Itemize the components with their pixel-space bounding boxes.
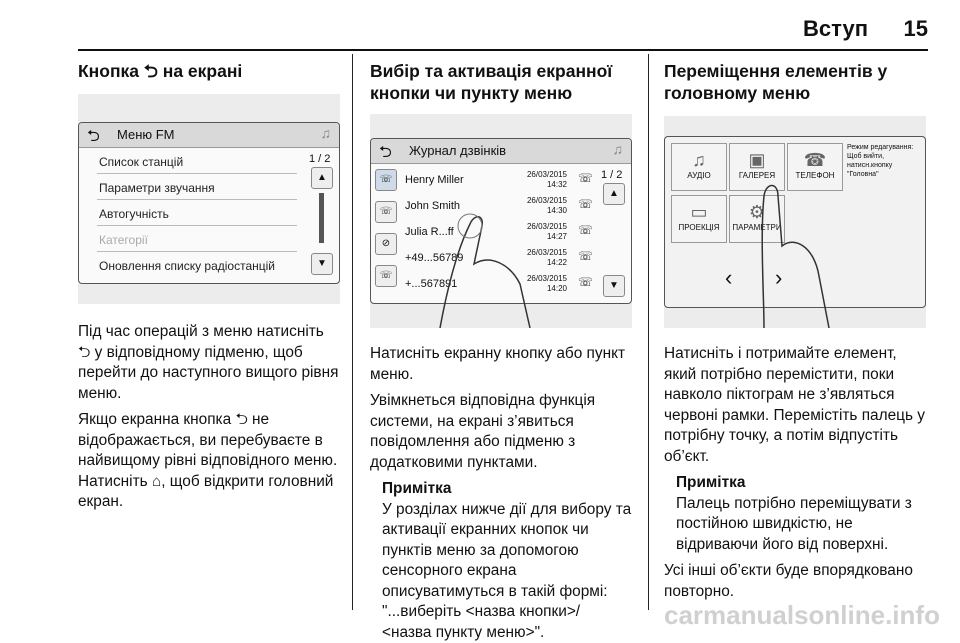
- paragraph: Увімкнеться відповідна функція системи, на екрані з’явиться повідомлення або підменю з додатковими пунктами.: [370, 391, 632, 473]
- title-bar: [79, 123, 339, 148]
- scroll-up-button[interactable]: ▲: [311, 167, 333, 189]
- audio-icon: ♫: [672, 150, 726, 171]
- screen-title: Журнал дзвінків: [409, 143, 506, 158]
- call-time: 14:22: [547, 258, 567, 267]
- call-icon[interactable]: ☏: [578, 171, 593, 185]
- section-heading: Кнопка ⮌ на екрані: [78, 60, 340, 82]
- chevron-left-icon[interactable]: ‹: [725, 265, 732, 291]
- home-tile[interactable]: ☎ ТЕЛЕФОН: [787, 143, 843, 191]
- column-2-text: [370, 344, 632, 643]
- contact-name: +...567891: [405, 278, 457, 290]
- call-icon[interactable]: ☏: [578, 275, 593, 289]
- column-back-button: [78, 60, 340, 82]
- call-date: 26/03/2015: [527, 222, 567, 231]
- paragraph: Натисніть екранну кнопку або пункт меню.: [370, 344, 632, 385]
- incoming-calls-icon[interactable]: ☏: [375, 201, 397, 223]
- call-time: 14:27: [547, 232, 567, 241]
- header-rule: [78, 49, 928, 51]
- note-title: Примітка: [676, 473, 926, 494]
- paragraph: Натисніть і потримайте елемент, який потрібно перемістити, поки навколо піктограм не з’являться червоні рамки. Перемістіть палець у потрібну точку, а потім відпустіть об’єкт.: [664, 344, 926, 467]
- scroll-up-button[interactable]: ▲: [603, 183, 625, 205]
- screen-title: Меню FM: [117, 127, 175, 142]
- music-icon: ♫: [613, 141, 624, 157]
- menu-item[interactable]: Оновлення списку радіостанцій: [99, 259, 275, 273]
- menu-item[interactable]: Параметри звучання: [99, 181, 215, 195]
- call-time: 14:30: [547, 206, 567, 215]
- call-date: 26/03/2015: [527, 274, 567, 283]
- home-tile[interactable]: ▭ ПРОЕКЦІЯ: [671, 195, 727, 243]
- page-header: [0, 0, 960, 48]
- menu-item[interactable]: Список станцій: [99, 155, 183, 169]
- menu-separator: [97, 225, 297, 226]
- call-date: 26/03/2015: [527, 196, 567, 205]
- note: [664, 473, 926, 555]
- section-heading: Вибір та активація екранної кнопки чи пункту меню: [370, 60, 632, 104]
- column-divider: [648, 54, 649, 610]
- menu-separator: [97, 199, 297, 200]
- menu-item[interactable]: Категорії: [99, 233, 148, 247]
- note-title: Примітка: [382, 479, 632, 500]
- projection-icon: ▭: [672, 202, 726, 223]
- page-number: 15: [904, 16, 928, 42]
- page-title: Вступ: [803, 16, 868, 42]
- call-icon[interactable]: ☏: [578, 223, 593, 237]
- call-date: 26/03/2015: [527, 248, 567, 257]
- edit-mode-hint: Режим редагування: Щоб вийти, натисн.кнопку "Головна": [847, 143, 921, 179]
- phone-icon: ☎: [788, 150, 842, 171]
- call-date: 26/03/2015: [527, 170, 567, 179]
- call-icon[interactable]: ☏: [578, 249, 593, 263]
- call-time: 14:32: [547, 180, 567, 189]
- music-icon: ♫: [321, 125, 332, 141]
- note-body: Палець потрібно переміщувати з постійною швидкістю, не відриваючи його від поверхні.: [676, 494, 926, 556]
- scroll-down-button[interactable]: ▼: [311, 253, 333, 275]
- finger-illustration: [370, 114, 632, 328]
- call-time: 14:20: [547, 284, 567, 293]
- contact-name: John Smith: [405, 200, 460, 212]
- screen-fm-menu: [78, 122, 340, 284]
- all-calls-icon[interactable]: ☏: [375, 169, 397, 191]
- gallery-icon: ▣: [730, 150, 784, 171]
- home-tile[interactable]: ♫ АУДІО: [671, 143, 727, 191]
- missed-calls-icon[interactable]: ⊘: [375, 233, 397, 255]
- paragraph: Під час операцій з меню натисніть ⮌ у відповідному підменю, щоб перейти до наступного вищого рівня меню.: [78, 322, 340, 404]
- contact-name: Julia R...ff: [405, 226, 454, 238]
- chevron-right-icon[interactable]: ›: [775, 265, 782, 291]
- menu-separator: [97, 251, 297, 252]
- contact-name: Henry Miller: [405, 174, 464, 186]
- page-indicator: 1 / 2: [309, 153, 330, 165]
- finger-illustration: [664, 116, 926, 328]
- home-tile[interactable]: ▣ ГАЛЕРЕЯ: [729, 143, 785, 191]
- column-1-text: [78, 322, 340, 519]
- note: [370, 479, 632, 643]
- section-heading: Переміщення елементів у головному меню: [664, 60, 926, 104]
- figure-fm-menu: [78, 94, 340, 304]
- watermark: carmanualsonline.info: [664, 600, 940, 631]
- outgoing-calls-icon[interactable]: ☏: [375, 265, 397, 287]
- settings-icon: ⚙: [730, 202, 784, 223]
- menu-separator: [97, 173, 297, 174]
- call-icon[interactable]: ☏: [578, 197, 593, 211]
- scroll-thumb[interactable]: [319, 193, 324, 243]
- figure-home-edit: [664, 116, 926, 328]
- scroll-down-button[interactable]: ▼: [603, 275, 625, 297]
- paragraph: Усі інші об’єкти буде впорядковано повторно.: [664, 561, 926, 602]
- contact-name: +49...56789: [405, 252, 463, 264]
- note-body: У розділах нижче дії для вибору та активації екранних кнопок чи пунктів меню за допомогою сенсорного екрана описуватимуться в такій формі: "...виберіть <назва кнопки>/ <назва пункту меню>".: [382, 500, 632, 643]
- home-tile[interactable]: ⚙ ПАРАМЕТРИ: [729, 195, 785, 243]
- column-select-activate: [370, 60, 632, 104]
- column-divider: [352, 54, 353, 610]
- figure-call-log: [370, 114, 632, 328]
- menu-item[interactable]: Автогучність: [99, 207, 169, 221]
- back-icon[interactable]: ⮌: [87, 125, 100, 152]
- column-move-items: [664, 60, 926, 104]
- paragraph: Якщо екранна кнопка ⮌ не відображається, ви перебуваєте в найвищому рівні відповідного меню. Натисніть ⌂, щоб відкрити головний екран.: [78, 410, 340, 513]
- back-icon[interactable]: ⮌: [379, 141, 392, 168]
- column-3-text: [664, 344, 926, 608]
- page-indicator: 1 / 2: [601, 169, 622, 181]
